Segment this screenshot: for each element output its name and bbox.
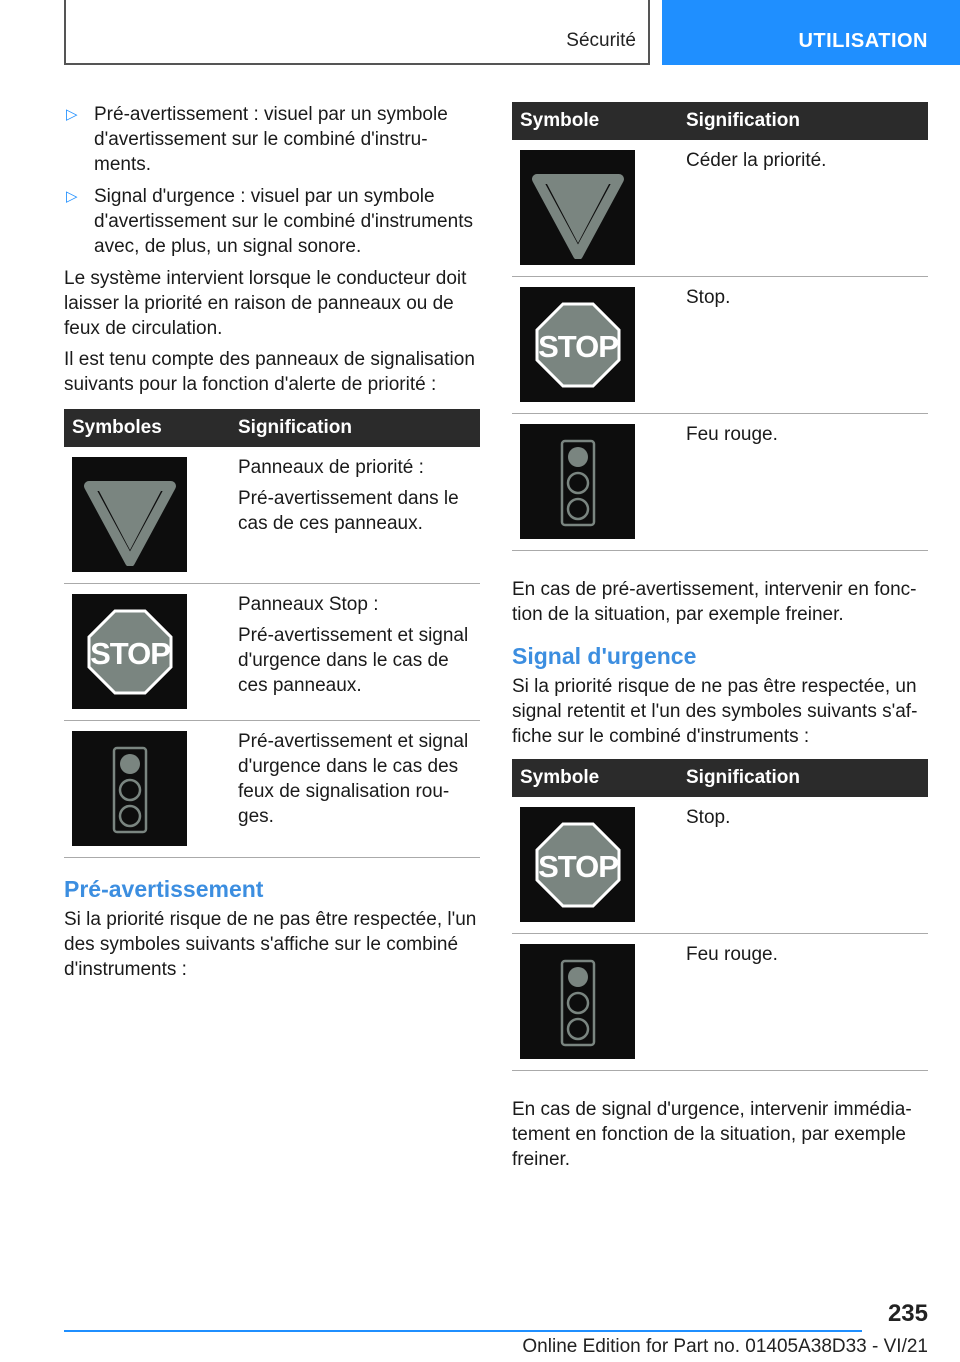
column-header: Symbole bbox=[512, 759, 678, 797]
cell-text: Pré-avertissement et signal d'urgence dans le cas des feux de signalisation rou-ges. bbox=[238, 731, 469, 827]
table-header-row bbox=[64, 409, 480, 447]
traffic-light-icon bbox=[520, 944, 635, 1059]
header-chapter-title: UTILISATION bbox=[798, 30, 928, 52]
paragraph: Le système intervient lorsque le conducteur doit laisser la priorité en raison de panneaux ou de feux de circulation. bbox=[64, 268, 467, 339]
table-row bbox=[512, 140, 928, 277]
traffic-light-icon bbox=[72, 731, 187, 846]
paragraph: Si la priorité risque de ne pas être respectée, un signal retentit et l'un des symboles suivants s'af-fiche sur le combiné d'instruments : bbox=[512, 676, 918, 747]
header-section-title: Sécurité bbox=[566, 30, 636, 51]
yield-sign-icon bbox=[72, 457, 187, 572]
section-heading: Pré-avertissement bbox=[64, 876, 264, 902]
right-column bbox=[512, 102, 928, 1178]
table-row bbox=[512, 797, 928, 934]
bullet-text: Pré-avertissement : visuel par un symbole d'avertissement sur le combiné d'instru-ments. bbox=[94, 104, 448, 175]
cell-text: Feu rouge. bbox=[686, 424, 778, 445]
stop-sign-icon bbox=[520, 807, 635, 922]
triangle-bullet-icon: ▷ bbox=[66, 188, 78, 205]
traffic-light-icon bbox=[520, 424, 635, 539]
table-row bbox=[64, 721, 480, 858]
paragraph: Il est tenu compte des panneaux de signalisation suivants pour la fonction d'alerte de priorité : bbox=[64, 349, 475, 395]
triangle-bullet-icon: ▷ bbox=[66, 106, 78, 123]
table-row bbox=[64, 447, 480, 584]
table-row bbox=[512, 934, 928, 1071]
cell-text: Feu rouge. bbox=[686, 944, 778, 965]
footer-edition: Online Edition for Part no. 01405A38D33 - VI/21 bbox=[522, 1336, 928, 1357]
column-header: Symbole bbox=[512, 102, 678, 140]
cell-text: Panneaux de priorité : bbox=[238, 457, 424, 478]
pre-warning-symbols-table bbox=[512, 102, 928, 551]
stop-sign-icon bbox=[72, 594, 187, 709]
symbols-table bbox=[64, 409, 480, 858]
emergency-symbols-table bbox=[512, 759, 928, 1071]
cell-text: Pré-avertissement dans le cas de ces panneaux. bbox=[238, 488, 459, 534]
table-header-row bbox=[512, 759, 928, 797]
column-header: Signification bbox=[678, 102, 928, 140]
paragraph: En cas de signal d'urgence, intervenir immédia-tement en fonction de la situation, par exemple freiner. bbox=[512, 1099, 912, 1170]
table-row bbox=[64, 584, 480, 721]
table-row bbox=[512, 277, 928, 414]
column-header: Symboles bbox=[64, 409, 230, 447]
cell-text: Stop. bbox=[686, 807, 731, 828]
stop-sign-icon bbox=[520, 287, 635, 402]
header-section-box bbox=[64, 0, 650, 65]
table-header-row bbox=[512, 102, 928, 140]
list-item bbox=[64, 184, 480, 259]
cell-text: Céder la priorité. bbox=[686, 150, 827, 171]
yield-sign-icon bbox=[520, 150, 635, 265]
cell-text: Pré-avertissement et signal d'urgence dans le cas de ces panneaux. bbox=[238, 625, 469, 696]
cell-text: Panneaux Stop : bbox=[238, 594, 379, 615]
paragraph: Si la priorité risque de ne pas être respectée, l'un des symboles suivants s'affiche sur le combiné d'instruments : bbox=[64, 909, 477, 980]
paragraph: En cas de pré-avertissement, intervenir en fonc-tion de la situation, par exemple freiner. bbox=[512, 579, 917, 625]
cell-text: Stop. bbox=[686, 287, 731, 308]
section-heading: Signal d'urgence bbox=[512, 643, 697, 669]
list-item bbox=[64, 102, 480, 177]
footer-divider bbox=[64, 1330, 862, 1332]
left-column bbox=[64, 102, 480, 988]
bullet-text: Signal d'urgence : visuel par un symbole d'avertissement sur le combiné d'instruments avec, de plus, un signal sonore. bbox=[94, 186, 473, 257]
column-header: Signification bbox=[678, 759, 928, 797]
table-row bbox=[512, 414, 928, 551]
column-header: Signification bbox=[230, 409, 480, 447]
bullet-list bbox=[64, 102, 480, 259]
page-number: 235 bbox=[887, 1300, 928, 1327]
header-chapter-tab[interactable] bbox=[662, 0, 960, 65]
